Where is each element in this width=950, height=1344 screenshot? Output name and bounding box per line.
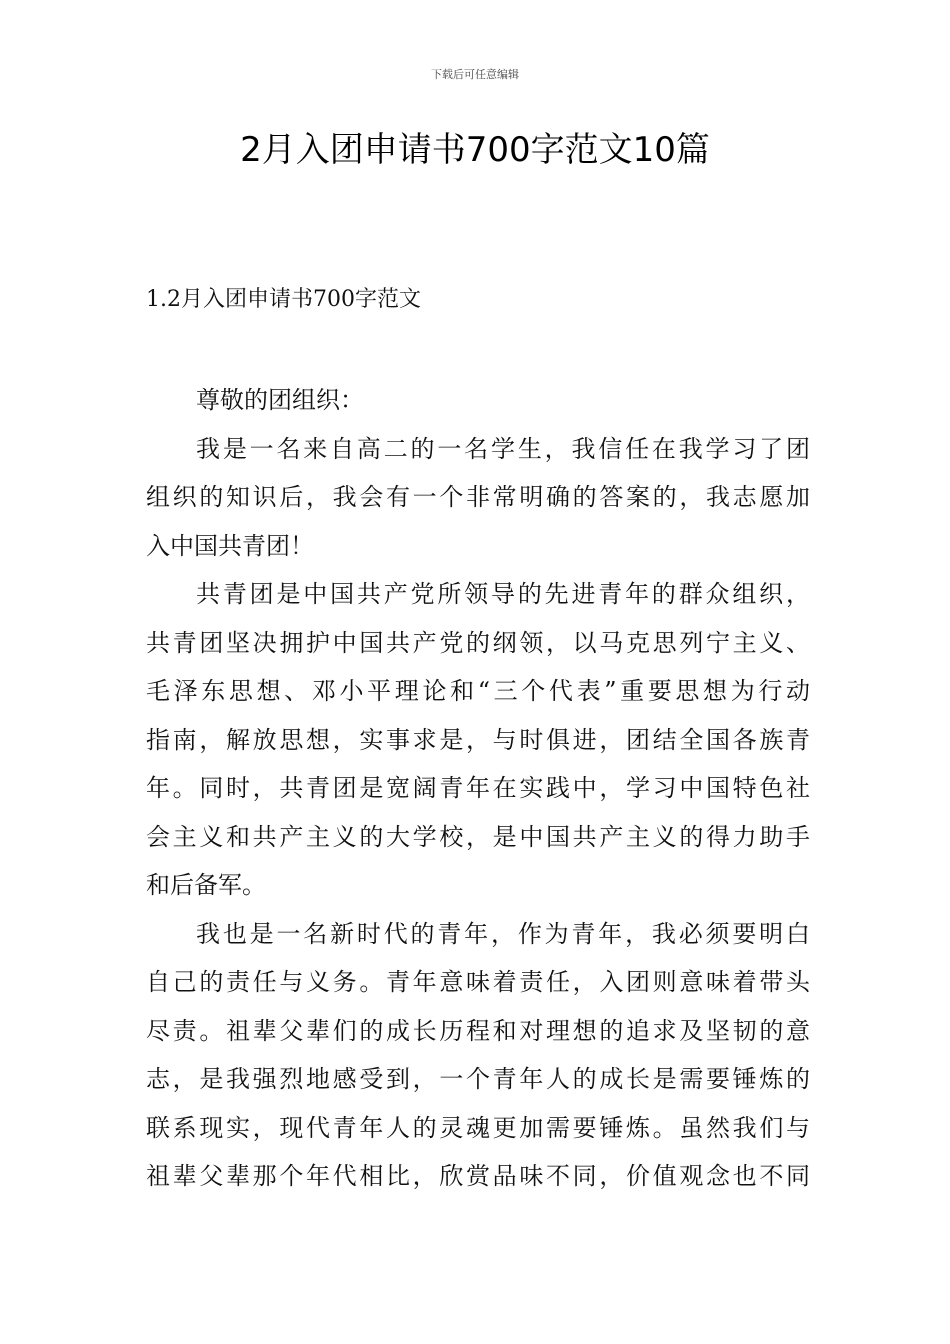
letter-body [146, 376, 810, 1201]
paragraph-line: 年。同时，共青团是宽阔青年在实践中，学习中国特色社 [146, 774, 810, 802]
paragraph-line: 指南，解放思想，实事求是，与时俱进，团结全国各族青 [146, 725, 810, 754]
paragraph-line: 共青团坚决拥护中国共产党的纲领，以马克思列宁主义、 [146, 628, 810, 657]
paragraph-line: 自己的责任与义务。青年意味着责任，入团则意味着带头 [146, 968, 810, 996]
salutation: 尊敬的团组织： [196, 386, 364, 414]
paragraph-line: 毛泽东思想、邓小平理论和“三个代表”重要思想为行动 [146, 677, 810, 705]
download-note: 下载后可任意编辑 [431, 68, 519, 81]
paragraph-line: 共青团是中国共产党所领导的先进青年的群众组织， [196, 580, 810, 608]
document-title: 2月入团申请书700字范文10篇 [240, 130, 710, 170]
paragraph-line: 我也是一名新时代的青年，作为青年，我必须要明白 [196, 919, 810, 948]
paragraph-line: 联系现实，现代青年人的灵魂更加需要锤炼。虽然我们与 [146, 1113, 810, 1142]
paragraph-line: 祖辈父辈那个年代相比，欣赏品味不同，价值观念也不同 [146, 1162, 810, 1190]
paragraph-line: 组织的知识后，我会有一个非常明确的答案的，我志愿加 [146, 483, 810, 511]
paragraph-line: 志，是我强烈地感受到，一个青年人的成长是需要锤炼的 [146, 1065, 810, 1093]
paragraph [146, 910, 810, 1201]
paragraph-line: 我是一名来自高二的一名学生，我信任在我学习了团 [196, 434, 810, 463]
paragraph [146, 570, 810, 910]
paragraph-line: 尽责。祖辈父辈们的成长历程和对理想的追求及坚韧的意 [146, 1016, 810, 1045]
section-heading: 1.2月入团申请书700字范文 [146, 287, 421, 312]
paragraph [146, 425, 810, 571]
paragraph-line: 入中国共青团！ [146, 531, 314, 560]
paragraph-line: 会主义和共产主义的大学校，是中国共产主义的得力助手 [146, 822, 810, 851]
paragraph-line: 和后备军。 [146, 871, 266, 899]
